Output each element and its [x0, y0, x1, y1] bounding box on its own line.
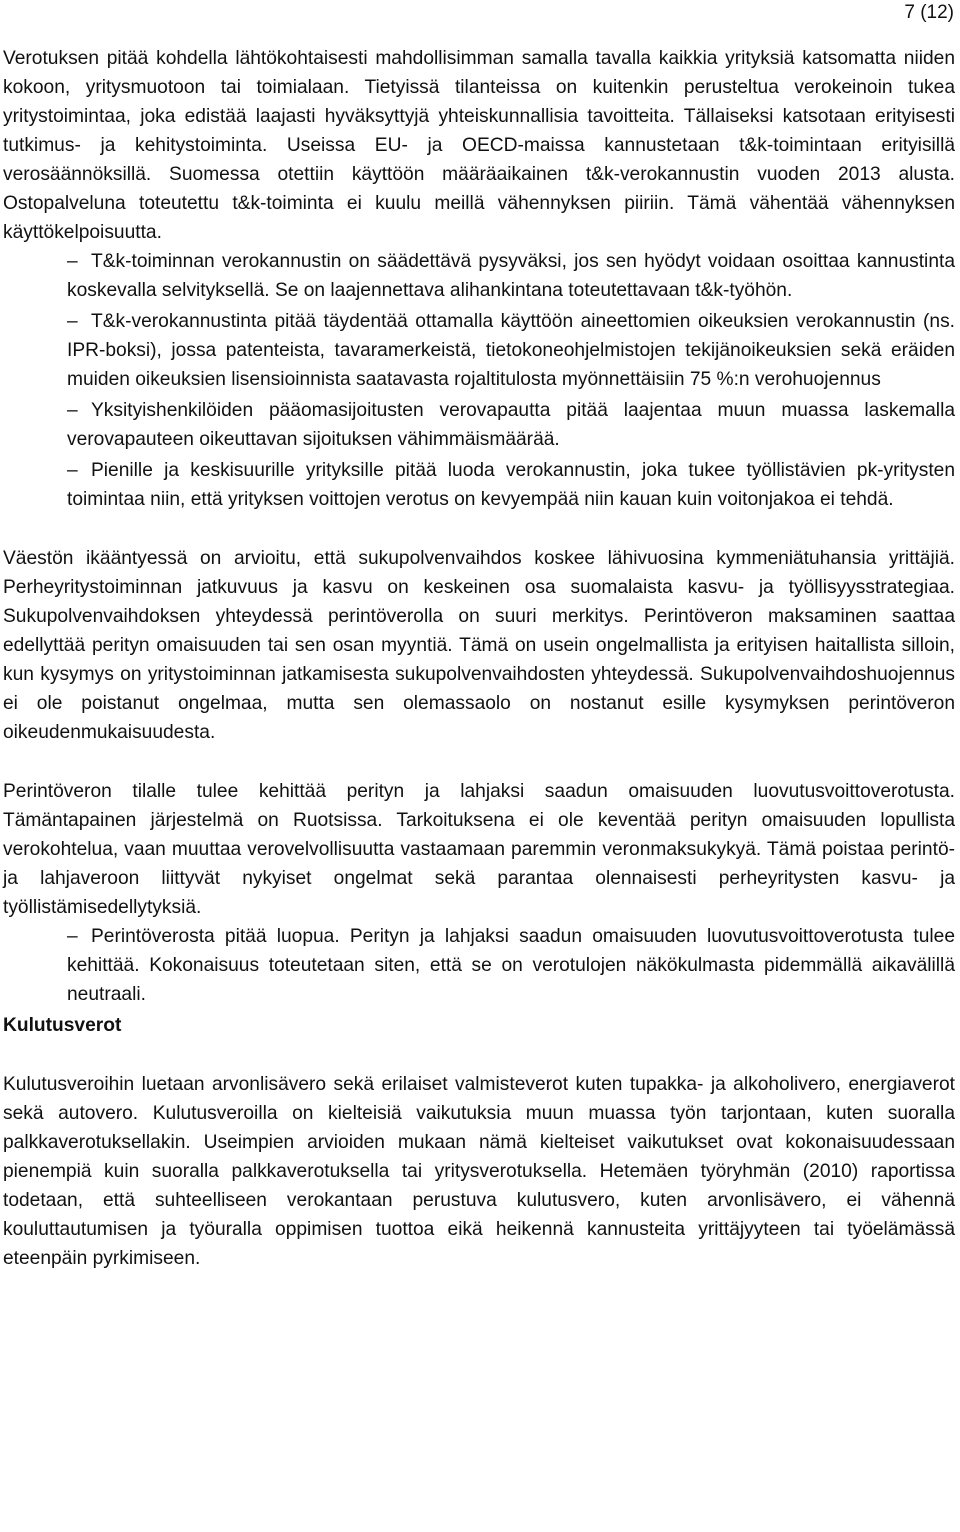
dash-marker: – [67, 460, 78, 481]
list-item: – Pienille ja keskisuurille yrityksille pitää luoda verokannustin, joka tukee työllistävien pk-yritysten toimintaa niin, että yrityksen voittojen verotus on kevyempää niin kauan kuin voitonjakoa ei tehdä. [3, 456, 955, 514]
paragraph-inheritance-tax: Perintöveron tilalle tulee kehittää perityn ja lahjaksi saadun omaisuuden luovutusvoittoverotusta. Tämäntapainen järjestelmä on Ruotsissa. Tarkoituksena ei ole keventää perityn omaisuuden lopullista verokohtelua, vaan muuttaa verovelvollisuutta vastaamaan paremmin veronmaksukykyä. Tämä poistaa perintö- ja lahjaveroon liittyvät nykyiset ongelmat sekä parantaa olennaisesti perheyritysten kasvu- ja työllistämisedellytyksiä. [3, 781, 955, 918]
list-item: – T&k-toiminnan verokannustin on säädettävä pysyväksi, jos sen hyödyt voidaan osoittaa kannustinta koskevalla selvityksellä. Se on laajennettava alihankintana toteutettavaan t&k-työhön. [3, 247, 955, 305]
paragraph-rd-incentives: Verotuksen pitää kohdella lähtökohtaisesti mahdollisimman samalla tavalla kaikkia yrityksiä katsomatta niiden kokoon, yritysmuotoon tai toimialaan. Tietyissä tilanteissa on kuitenkin perusteltua verokeinoin tukea yritystoimintaa, joka edistää laajasti hyväksyttyjä yhteiskunnallisia tavoitteita. Tällaiseksi katsotaan erityisesti tutkimus- ja kehitystoiminta. Useissa EU- ja OECD-maissa kannustetaan t&k-toimintaan erityisillä verosäännöksillä. Suomessa otettiin käyttöön määräaikainen t&k-verokannustin vuoden 2013 alusta. Ostopalveluna toteutettu t&k-toiminta ei kuulu meillä vähennyksen piiriin. Tämä vähentää vähennyksen käyttökelpoisuutta. [3, 48, 955, 243]
dash-marker: – [67, 311, 78, 332]
dash-marker: – [67, 926, 78, 947]
section-heading: Kulutusverot [3, 1015, 122, 1036]
dash-marker: – [67, 400, 78, 421]
paragraph-generational-change: Väestön ikääntyessä on arvioitu, että sukupolvenvaihdos koskee lähivuosina kymmeniätuhansia yrittäjiä. Perheyritystoiminnan jatkuvuus ja kasvu on keskeinen osa suomalaista kasvu- ja työllisyysstrategiaa. Sukupolvenvaihdoksen yhteydessä perintöverolla on suuri merkitys. Perintöveron maksaminen saattaa edellyttää perityn omaisuuden tai sen osan myyntiä. Tämä on usein ongelmallista ja erityisen haitallista silloin, kun kysymys on yritystoiminnan jatkamisesta sukupolvenvaihdosten yhteydessä. Sukupolvenvaihdoshuojennus ei ole poistanut ongelmaa, mutta sen olemassaolo on nostanut esille kysymyksen perintöveron oikeudenmukaisuudesta. [3, 548, 955, 743]
document-body [3, 44, 955, 1273]
bullet-list-inheritance [3, 922, 955, 1009]
paragraph-consumption-taxes: Kulutusveroihin luetaan arvonlisävero sekä erilaiset valmisteverot kuten tupakka- ja alkoholivero, energiaverot sekä autovero. Kulutusveroilla on kielteisiä vaikutuksia muun muassa työn tarjontaan, kuten suoralla palkkaverotuksellakin. Useimpien arvioiden mukaan nämä kielteiset vaikutukset ovat kokonaisuudessaan pienempiä kuin suoralla palkkaverotuksella tai yritysverotuksella. Hetemäen työryhmän (2010) raportissa todetaan, että suhteelliseen verokantaan perustuva kulutusvero, kuten arvonlisävero, ei vähennä kouluttautumisen ja työuralla oppimisen tuottoa eikä heikennä kannusteita yrittäjyyteen tai työelämässä eteenpäin pyrkimiseen. [3, 1074, 955, 1269]
bullet-list-rd [3, 247, 955, 514]
list-item: – Perintöverosta pitää luopua. Perityn ja lahjaksi saadun omaisuuden luovutusvoittoverotusta tulee kehittää. Kokonaisuus toteutetaan siten, että se on verotulojen näkökulmasta pidemmällä aikavälillä neutraali. [3, 922, 955, 1009]
list-item: – Yksityishenkilöiden pääomasijoitusten verovapautta pitää laajentaa muun muassa laskemalla verovapauteen oikeuttavan sijoituksen vähimmäismäärää. [3, 396, 955, 454]
page-number: 7 (12) [904, 2, 954, 23]
list-item: – T&k-verokannustinta pitää täydentää ottamalla käyttöön aineettomien oikeuksien verokannustin (ns. IPR-boksi), jossa patenteista, tavaramerkeistä, tietokoneohjelmistojen tekijänoikeuksien sekä eräiden muiden oikeuksien lisensioinnista saatavasta rojaltitulosta myönnettäisiin 75 %:n verohuojennus [3, 307, 955, 394]
dash-marker: – [67, 251, 78, 272]
